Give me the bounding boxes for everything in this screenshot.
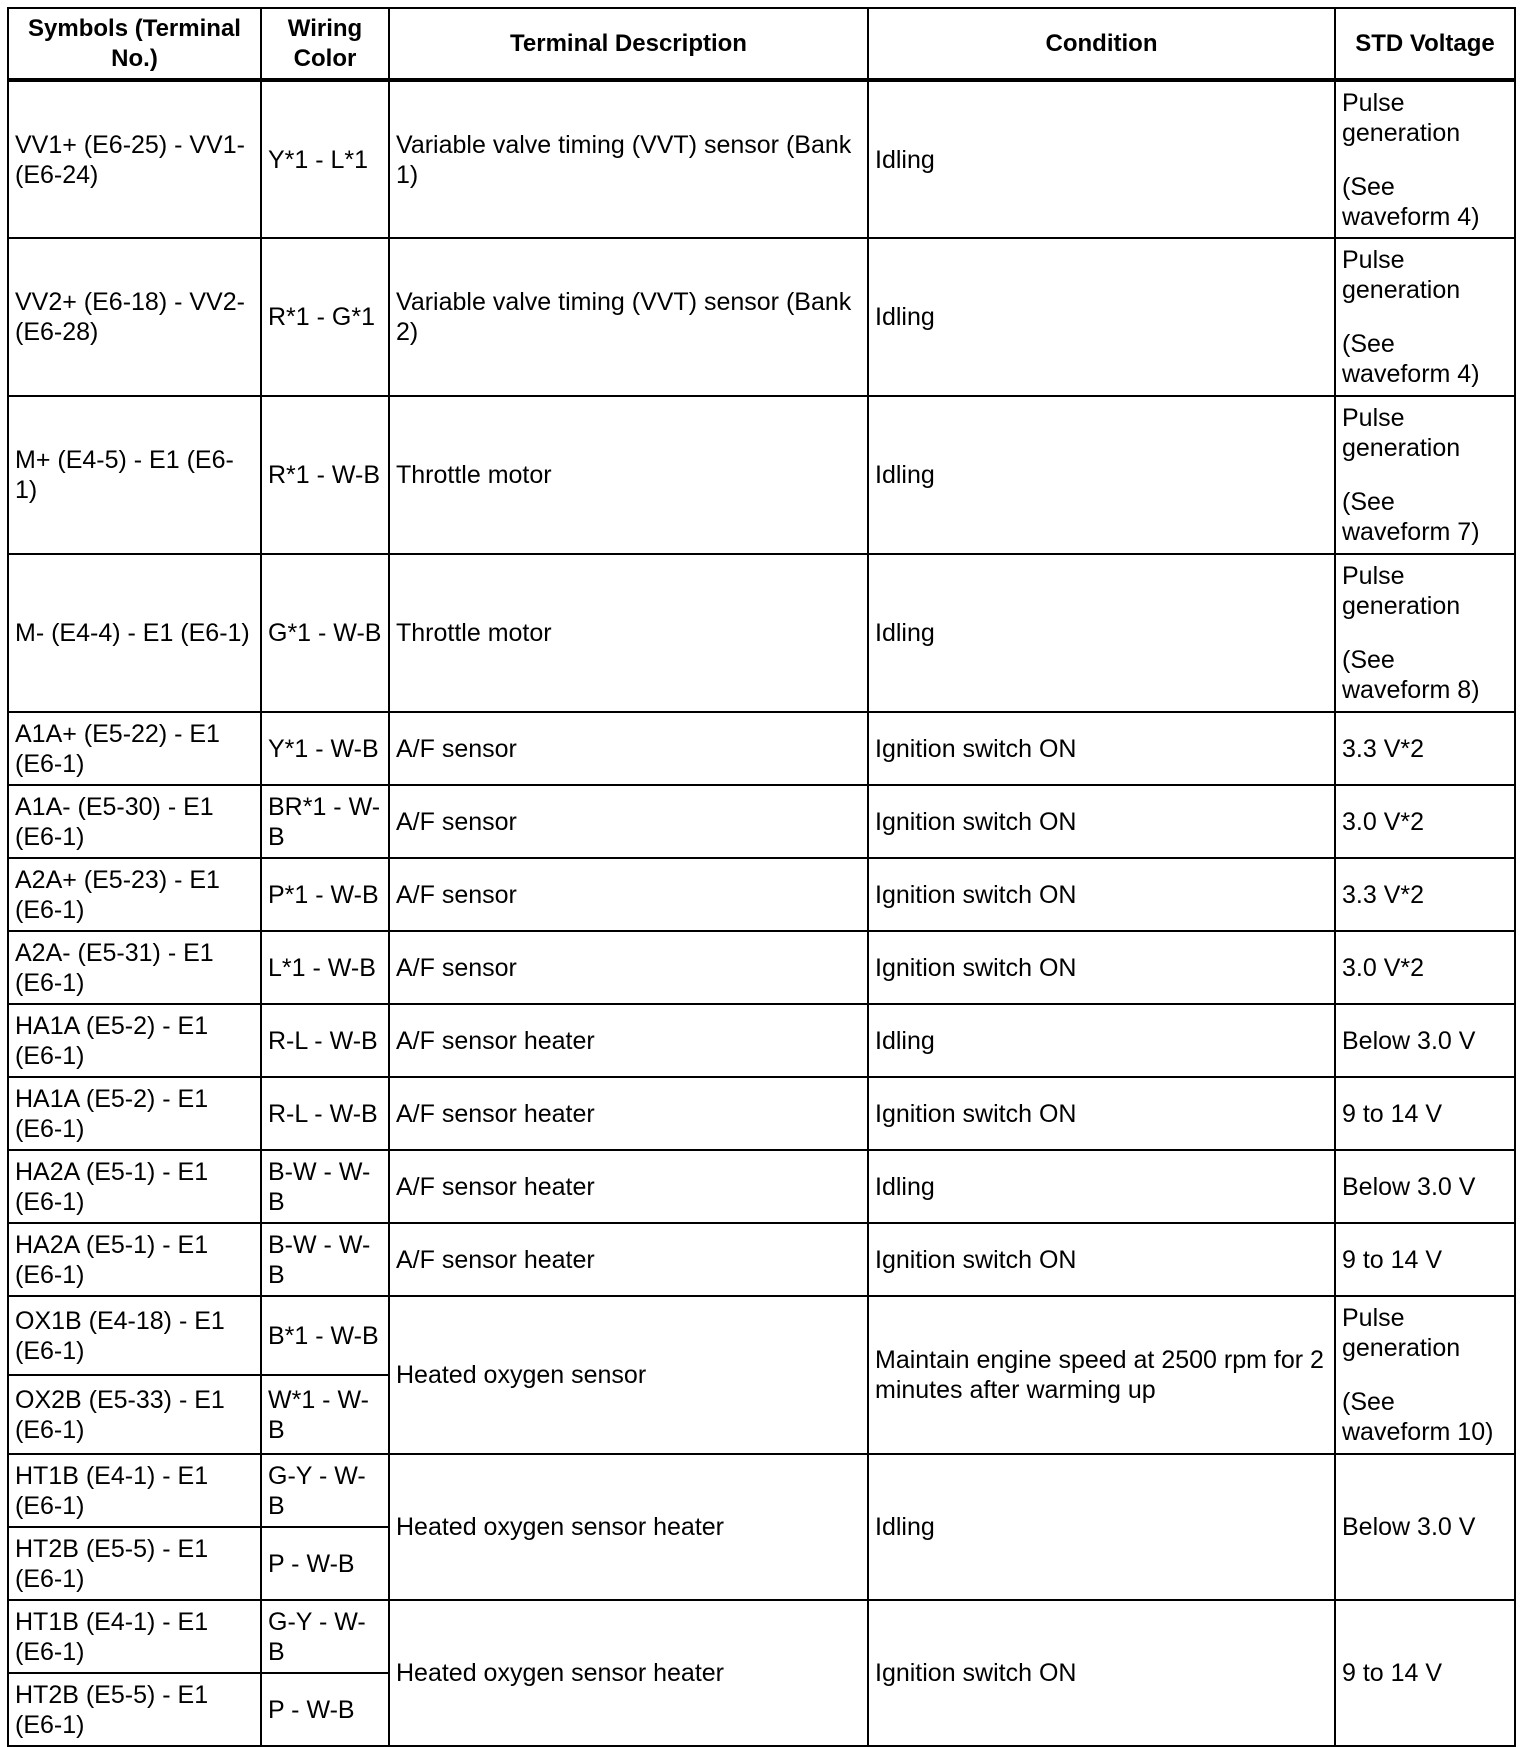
- symbols-cell: HT2B (E5-5) - E1 (E6-1): [8, 1527, 261, 1600]
- voltage-cell: [1335, 396, 1515, 554]
- table-row: [8, 80, 1515, 238]
- wiring-color-cell: P - W-B: [261, 1673, 389, 1746]
- header-symbols: Symbols (Terminal No.): [8, 8, 261, 80]
- table-row: [8, 1150, 1515, 1223]
- wiring-color-cell: Y*1 - W-B: [261, 712, 389, 785]
- voltage-note: (See waveform 4): [1342, 330, 1480, 388]
- symbols-cell: A2A+ (E5-23) - E1 (E6-1): [8, 858, 261, 931]
- description-cell: Heated oxygen sensor heater: [389, 1454, 868, 1600]
- symbols-cell: HT1B (E4-1) - E1 (E6-1): [8, 1454, 261, 1527]
- symbols-cell: HA2A (E5-1) - E1 (E6-1): [8, 1150, 261, 1223]
- symbols-cell: A1A- (E5-30) - E1 (E6-1): [8, 785, 261, 858]
- symbols-cell: HA1A (E5-2) - E1 (E6-1): [8, 1004, 261, 1077]
- description-cell: A/F sensor: [389, 712, 868, 785]
- description-cell: Heated oxygen sensor: [389, 1296, 868, 1454]
- header-row: [8, 8, 1515, 80]
- voltage-note: (See waveform 10): [1342, 1388, 1494, 1446]
- voltage-cell: [1335, 80, 1515, 238]
- condition-cell: Idling: [868, 554, 1335, 712]
- description-cell: A/F sensor heater: [389, 1223, 868, 1296]
- description-cell: Throttle motor: [389, 554, 868, 712]
- wiring-color-cell: B*1 - W-B: [261, 1296, 389, 1375]
- voltage-note: (See waveform 4): [1342, 172, 1480, 231]
- table-row: [8, 396, 1515, 554]
- description-cell: A/F sensor: [389, 931, 868, 1004]
- voltage-cell: 3.0 V*2: [1335, 785, 1515, 858]
- symbols-cell: M- (E4-4) - E1 (E6-1): [8, 554, 261, 712]
- condition-cell: Ignition switch ON: [868, 931, 1335, 1004]
- voltage-cell: Below 3.0 V: [1335, 1004, 1515, 1077]
- description-cell: A/F sensor: [389, 858, 868, 931]
- condition-cell: Idling: [868, 1004, 1335, 1077]
- symbols-cell: HA2A (E5-1) - E1 (E6-1): [8, 1223, 261, 1296]
- symbols-cell: M+ (E4-5) - E1 (E6-1): [8, 396, 261, 554]
- terminal-voltage-table: [7, 7, 1516, 1747]
- voltage-main: Pulse generation: [1342, 1304, 1461, 1362]
- table-row: [8, 1223, 1515, 1296]
- voltage-note: (See waveform 7): [1342, 488, 1480, 546]
- wiring-color-cell: P*1 - W-B: [261, 858, 389, 931]
- header-wiring-color: Wiring Color: [261, 8, 389, 80]
- voltage-cell: 9 to 14 V: [1335, 1077, 1515, 1150]
- condition-cell: Ignition switch ON: [868, 858, 1335, 931]
- wiring-color-cell: B-W - W-B: [261, 1223, 389, 1296]
- voltage-main: Pulse generation: [1342, 562, 1461, 620]
- voltage-main: Pulse generation: [1342, 404, 1461, 462]
- header-std-voltage: STD Voltage: [1335, 8, 1515, 80]
- wiring-color-cell: P - W-B: [261, 1527, 389, 1600]
- voltage-cell: 9 to 14 V: [1335, 1223, 1515, 1296]
- condition-cell: Ignition switch ON: [868, 1600, 1335, 1746]
- symbols-cell: HA1A (E5-2) - E1 (E6-1): [8, 1077, 261, 1150]
- voltage-cell: [1335, 1296, 1515, 1454]
- wiring-color-cell: R*1 - W-B: [261, 396, 389, 554]
- table-row: [8, 858, 1515, 931]
- header-condition: Condition: [868, 8, 1335, 80]
- description-cell: Throttle motor: [389, 396, 868, 554]
- voltage-note: (See waveform 8): [1342, 646, 1480, 704]
- symbols-cell: OX1B (E4-18) - E1 (E6-1): [8, 1296, 261, 1375]
- wiring-color-cell: G-Y - W-B: [261, 1600, 389, 1673]
- table-row: [8, 1296, 1515, 1375]
- condition-cell: Idling: [868, 1454, 1335, 1600]
- symbols-cell: A2A- (E5-31) - E1 (E6-1): [8, 931, 261, 1004]
- table-row: [8, 1600, 1515, 1673]
- condition-cell: Maintain engine speed at 2500 rpm for 2 minutes after warming up: [868, 1296, 1335, 1454]
- voltage-cell: [1335, 554, 1515, 712]
- description-cell: Variable valve timing (VVT) sensor (Bank 2): [389, 238, 868, 396]
- condition-cell: Ignition switch ON: [868, 1223, 1335, 1296]
- symbols-cell: A1A+ (E5-22) - E1 (E6-1): [8, 712, 261, 785]
- voltage-main: Pulse generation: [1342, 246, 1461, 304]
- wiring-color-cell: G*1 - W-B: [261, 554, 389, 712]
- voltage-cell: 3.3 V*2: [1335, 858, 1515, 931]
- wiring-color-cell: BR*1 - W-B: [261, 785, 389, 858]
- wiring-color-cell: L*1 - W-B: [261, 931, 389, 1004]
- voltage-cell: 3.0 V*2: [1335, 931, 1515, 1004]
- condition-cell: Idling: [868, 396, 1335, 554]
- table-row: [8, 785, 1515, 858]
- wiring-color-cell: R*1 - G*1: [261, 238, 389, 396]
- symbols-cell: OX2B (E5-33) - E1 (E6-1): [8, 1375, 261, 1454]
- header-terminal-description: Terminal Description: [389, 8, 868, 80]
- condition-cell: Ignition switch ON: [868, 785, 1335, 858]
- table-row: [8, 1077, 1515, 1150]
- table-row: [8, 1454, 1515, 1527]
- condition-cell: Ignition switch ON: [868, 712, 1335, 785]
- condition-cell: Ignition switch ON: [868, 1077, 1335, 1150]
- wiring-color-cell: G-Y - W-B: [261, 1454, 389, 1527]
- symbols-cell: VV2+ (E6-18) - VV2- (E6-28): [8, 238, 261, 396]
- description-cell: Variable valve timing (VVT) sensor (Bank 1): [389, 80, 868, 238]
- voltage-cell: Below 3.0 V: [1335, 1454, 1515, 1600]
- condition-cell: Idling: [868, 80, 1335, 238]
- condition-cell: Idling: [868, 238, 1335, 396]
- wiring-color-cell: Y*1 - L*1: [261, 80, 389, 238]
- voltage-cell: Below 3.0 V: [1335, 1150, 1515, 1223]
- table-row: [8, 1004, 1515, 1077]
- voltage-main: Pulse generation: [1342, 88, 1461, 147]
- table-row: [8, 712, 1515, 785]
- symbols-cell: HT1B (E4-1) - E1 (E6-1): [8, 1600, 261, 1673]
- description-cell: A/F sensor heater: [389, 1150, 868, 1223]
- symbols-cell: HT2B (E5-5) - E1 (E6-1): [8, 1673, 261, 1746]
- voltage-cell: 9 to 14 V: [1335, 1600, 1515, 1746]
- symbols-cell: VV1+ (E6-25) - VV1- (E6-24): [8, 80, 261, 238]
- table-row: [8, 554, 1515, 712]
- description-cell: Heated oxygen sensor heater: [389, 1600, 868, 1746]
- wiring-color-cell: R-L - W-B: [261, 1077, 389, 1150]
- description-cell: A/F sensor heater: [389, 1004, 868, 1077]
- description-cell: A/F sensor heater: [389, 1077, 868, 1150]
- table-row: [8, 931, 1515, 1004]
- wiring-color-cell: W*1 - W-B: [261, 1375, 389, 1454]
- condition-cell: Idling: [868, 1150, 1335, 1223]
- voltage-cell: [1335, 238, 1515, 396]
- wiring-color-cell: B-W - W-B: [261, 1150, 389, 1223]
- description-cell: A/F sensor: [389, 785, 868, 858]
- wiring-color-cell: R-L - W-B: [261, 1004, 389, 1077]
- table-row: [8, 238, 1515, 396]
- voltage-cell: 3.3 V*2: [1335, 712, 1515, 785]
